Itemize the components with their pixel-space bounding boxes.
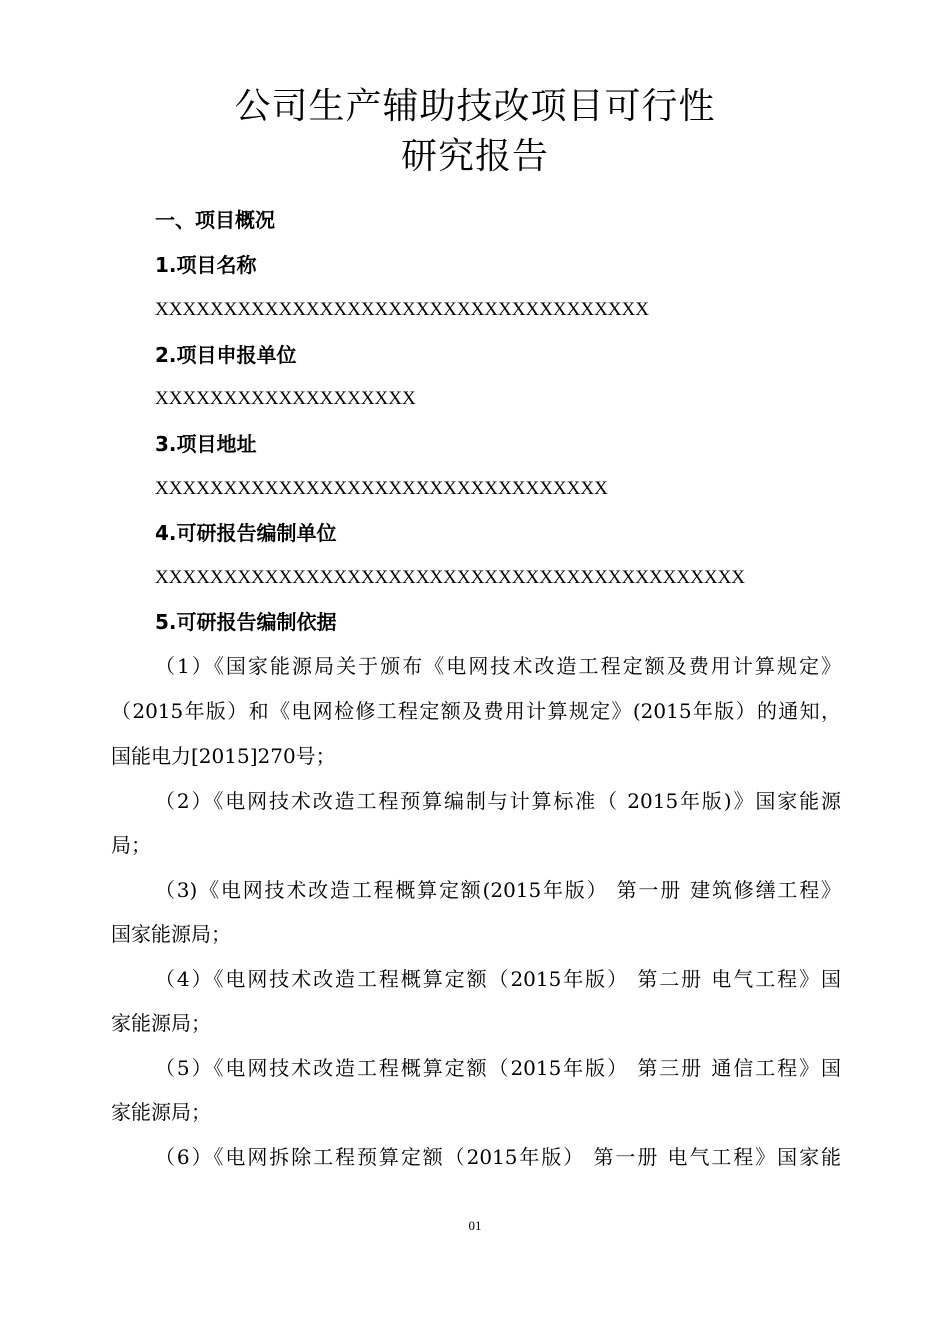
section-heading-overview: 一、项目概况 <box>155 208 275 232</box>
basis-line: 家能源局； <box>111 1100 211 1124</box>
item-label-applicant-unit: 2.项目申报单位 <box>155 343 297 367</box>
basis-line: （6）《电网拆除工程预算定额（2015年版） 第一册 电气工程》国家能 <box>155 1145 841 1169</box>
item-value-project-name: XXXXXXXXXXXXXXXXXXXXXXXXXXXXXXXXXXXX <box>155 299 649 320</box>
page-number: 01 <box>468 1218 482 1233</box>
basis-line: 局； <box>111 833 151 857</box>
item-value-applicant-unit: XXXXXXXXXXXXXXXXXXX <box>155 388 416 409</box>
item-label-project-address: 3.项目地址 <box>155 432 257 456</box>
basis-line: （2）《电网技术改造工程预算编制与计算标准（ 2015年版)》国家能源 <box>155 789 841 813</box>
item-label-project-name: 1.项目名称 <box>155 253 257 277</box>
document-title-line-2: 研究报告 <box>400 136 549 177</box>
basis-line: （5）《电网技术改造工程概算定额（2015年版） 第三册 通信工程》国 <box>155 1056 841 1080</box>
basis-line: 国家能源局； <box>111 922 231 946</box>
basis-line: （4）《电网技术改造工程概算定额（2015年版） 第二册 电气工程》国 <box>155 967 841 991</box>
document-title-line-1: 公司生产辅助技改项目可行性 <box>234 86 716 127</box>
basis-line: （2015年版）和《电网检修工程定额及费用计算规定》(2015年版）的通知， <box>111 699 841 723</box>
item-value-report-unit: XXXXXXXXXXXXXXXXXXXXXXXXXXXXXXXXXXXXXXXXXXX <box>155 567 746 588</box>
basis-line: （3)《电网技术改造工程概算定额(2015年版） 第一册 建筑修缮工程》 <box>155 878 841 902</box>
item-label-report-basis: 5.可研报告编制依据 <box>155 610 337 634</box>
item-value-project-address: XXXXXXXXXXXXXXXXXXXXXXXXXXXXXXXXX <box>155 478 608 499</box>
basis-line: 国能电力[2015]270号； <box>111 744 336 768</box>
basis-line: （1）《国家能源局关于颁布《电网技术改造工程定额及费用计算规定》 <box>155 654 841 678</box>
basis-line: 家能源局； <box>111 1011 211 1035</box>
item-label-report-unit: 4.可研报告编制单位 <box>155 521 337 545</box>
